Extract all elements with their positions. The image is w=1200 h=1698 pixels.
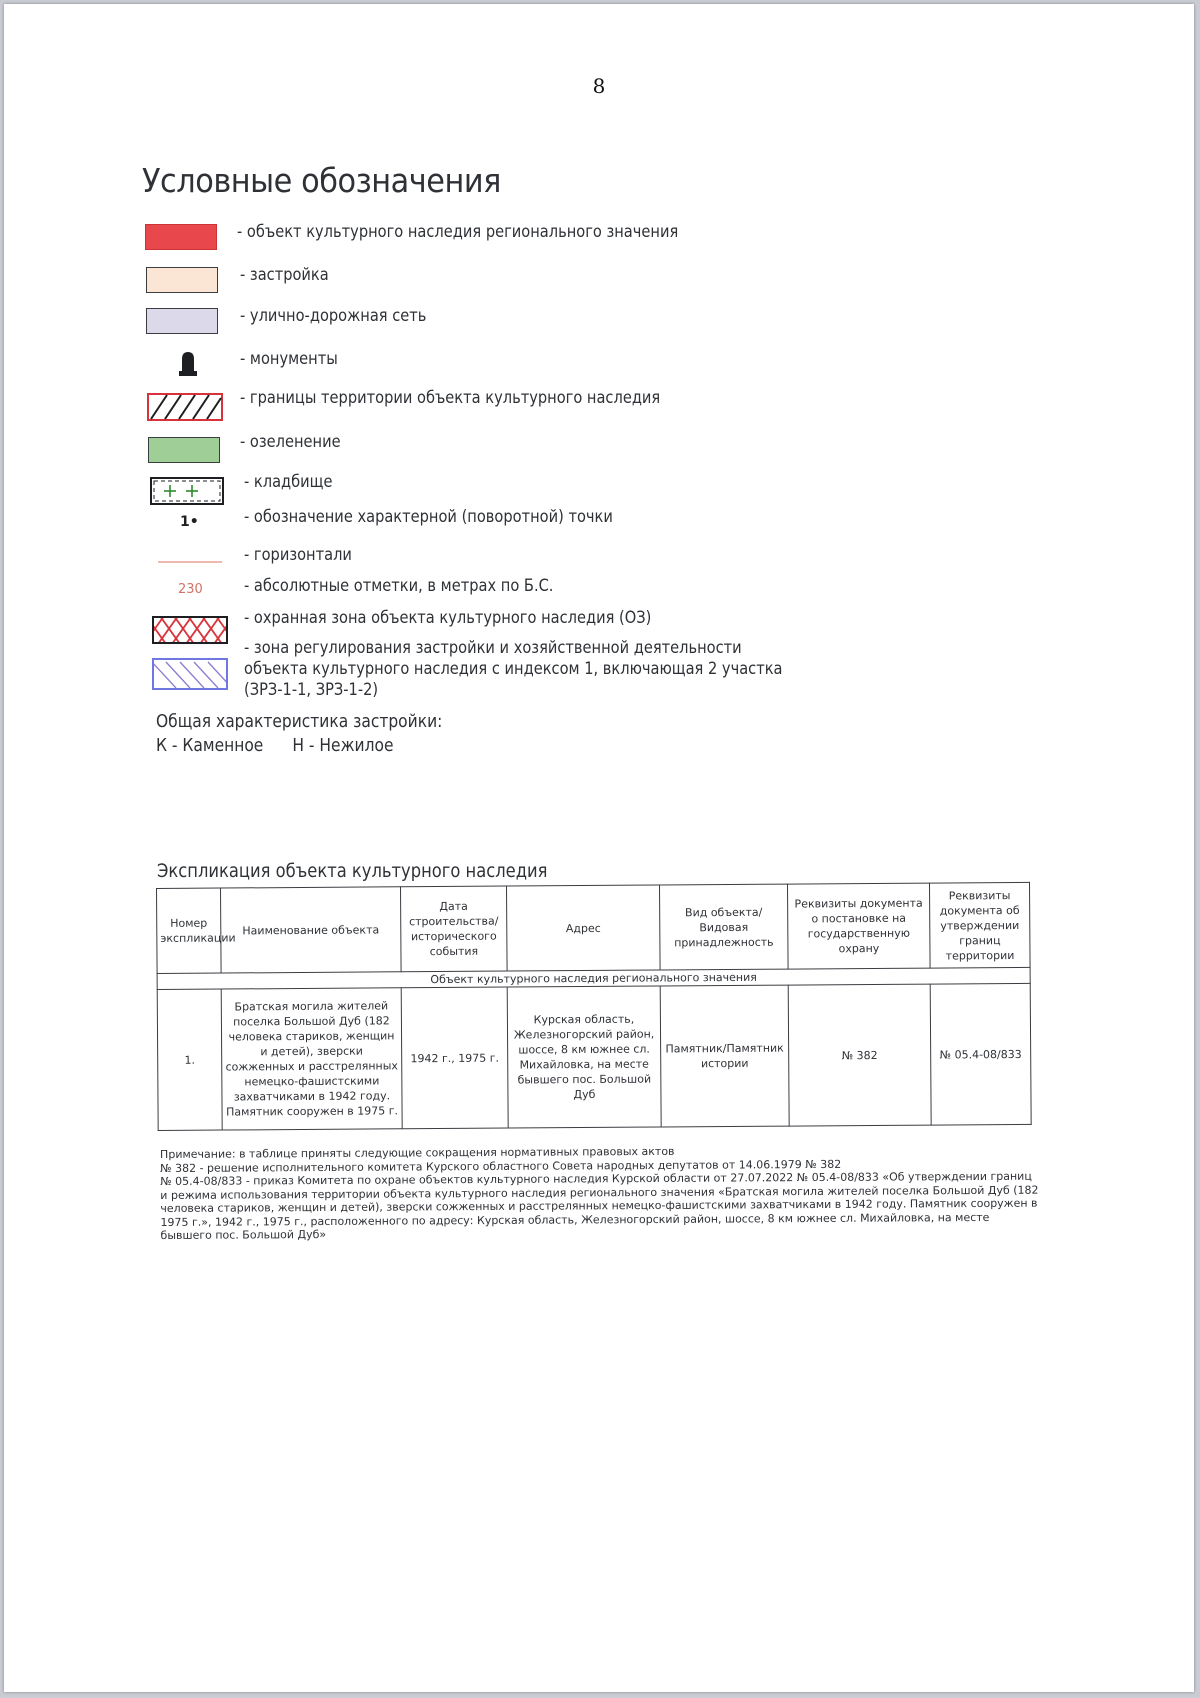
note-line: № 05.4-08/833 - приказ Комитета по охране объектов культурного наследия Курской области от 27.07.2022 № 05.4-08/833 «Об утверждении границ и режима использования территории объекта культурного наследия регионального значения «Братская могила жителей поселка Большой Дуб (182 человека стариков, женщин и детей), зверски сожженных и расстрелянных немецко-фашистскими захватчиками в 1942 году. Памятник сооружен в 1975 г.», 1942 г., 1975 г., расположенного по адресу: Курская область, Железногорский район, шоссе, 8 км южнее сл. Михайловка, на месте бывшего пос. Большой Дуб» (160, 1169, 1039, 1242)
note-line: Примечание: в таблице приняты следующие сокращения нормативных правовых актов (160, 1144, 675, 1161)
table-header-cell: Дата строительства/ исторического события (400, 886, 507, 972)
table-cell: Курская область, Железногорский район, шоссе, 8 км южнее сл. Михайловка, на месте бывшего пос. Большой Дуб (507, 986, 661, 1128)
table-header-cell: Реквизиты документа о постановке на государственную охрану (787, 883, 930, 969)
monument-icon (176, 349, 200, 377)
legend-label: - охранная зона объекта культурного наследия (ОЗ) (244, 608, 652, 628)
legend-item-territory-boundary (4, 388, 1194, 432)
legend-item-greenery (4, 432, 1194, 476)
legend-item-heritage-object (4, 222, 1194, 262)
table-cell: № 05.4-08/833 (930, 983, 1031, 1125)
green-fill-swatch (148, 437, 220, 463)
legend-label-line: (ЗРЗ-1-1, ЗРЗ-1-2) (244, 680, 379, 700)
legend-label: - монументы (240, 349, 338, 369)
hatched-boundary-swatch (147, 393, 223, 421)
legend-label: - обозначение характерной (поворотной) точки (244, 507, 613, 527)
document-page (4, 4, 1194, 1692)
table-row (157, 983, 1031, 1130)
legend-title: Условные обозначения (142, 161, 501, 200)
lavender-fill-swatch (146, 308, 218, 334)
legend-label: - абсолютные отметки, в метрах по Б.С. (244, 576, 554, 596)
legend-label: - озеленение (240, 432, 341, 452)
legend-label: - кладбище (244, 472, 333, 492)
legend-label: - границы территории объекта культурного наследия (240, 388, 661, 408)
legend-label: - объект культурного наследия регионального значения (237, 222, 679, 242)
table-header-cell: Реквизиты документа об утверждении границ территории (929, 882, 1030, 968)
contour-line-icon (158, 559, 222, 565)
table-cell: 1. (157, 989, 222, 1130)
legend-item-regulation-zone (4, 638, 1194, 718)
explication-title: Экспликация объекта культурного наследия (157, 860, 548, 882)
elevation-mark-icon: 230 (178, 582, 203, 597)
table-header-cell: Наименование объекта (221, 887, 402, 973)
legend-label-line: объекта культурного наследия с индексом 1, включающая 2 участка (244, 659, 783, 679)
table-header-cell: Вид объекта/Видовая принадлежность (659, 884, 788, 970)
legend-label: - улично-дорожная сеть (240, 306, 427, 326)
characteristics-items (156, 734, 442, 758)
characteristics-item: К - Каменное (156, 735, 264, 756)
table-cell: № 382 (788, 984, 931, 1126)
characteristics-title: Общая характеристика застройки: (156, 711, 443, 732)
legend-label: - горизонтали (244, 545, 352, 565)
beige-fill-swatch (146, 267, 218, 293)
table-note (160, 1143, 1041, 1243)
table-header-cell: Номер экспликации (157, 888, 222, 973)
legend-item-monuments (4, 349, 1194, 389)
characteristics-item: Н - Нежилое (292, 735, 394, 756)
cemetery-swatch (150, 477, 224, 505)
legend-label-line: - зона регулирования застройки и хозяйственной деятельности (244, 638, 742, 658)
note-line: № 382 - решение исполнительного комитета Курского областного Совета народных депутатов от 14.06.1979 № 382 (160, 1157, 842, 1175)
table-cell: Братская могила жителей поселка Большой Дуб (182 человека стариков, женщин и детей), зверски сожженных и расстрелянных немецко-фашистскими захватчиками в 1942 году. Памятник сооружен в 1975 г. (221, 988, 402, 1130)
table-cell: 1942 г., 1975 г. (401, 987, 508, 1129)
legend-label-multiline (244, 638, 783, 701)
building-characteristics (156, 710, 442, 758)
red-fill-swatch (145, 224, 217, 250)
legend-item-characteristic-point (4, 507, 1194, 551)
crosshatch-zone-swatch (152, 616, 228, 644)
page-number: 8 (592, 74, 606, 98)
table-header-row (157, 882, 1031, 973)
table-header-cell: Адрес (506, 885, 660, 971)
table-cell: Памятник/Памятник истории (660, 985, 789, 1127)
legend-item-road-network (4, 306, 1194, 346)
legend-item-buildings (4, 265, 1194, 305)
legend-label: - застройка (240, 265, 329, 285)
explication-table (156, 882, 1032, 1131)
blue-hatch-zone-swatch (152, 658, 228, 690)
table-section-cell: Объект культурного наследия регионального значения (157, 967, 1030, 989)
point-marker-icon: 1• (180, 514, 199, 530)
